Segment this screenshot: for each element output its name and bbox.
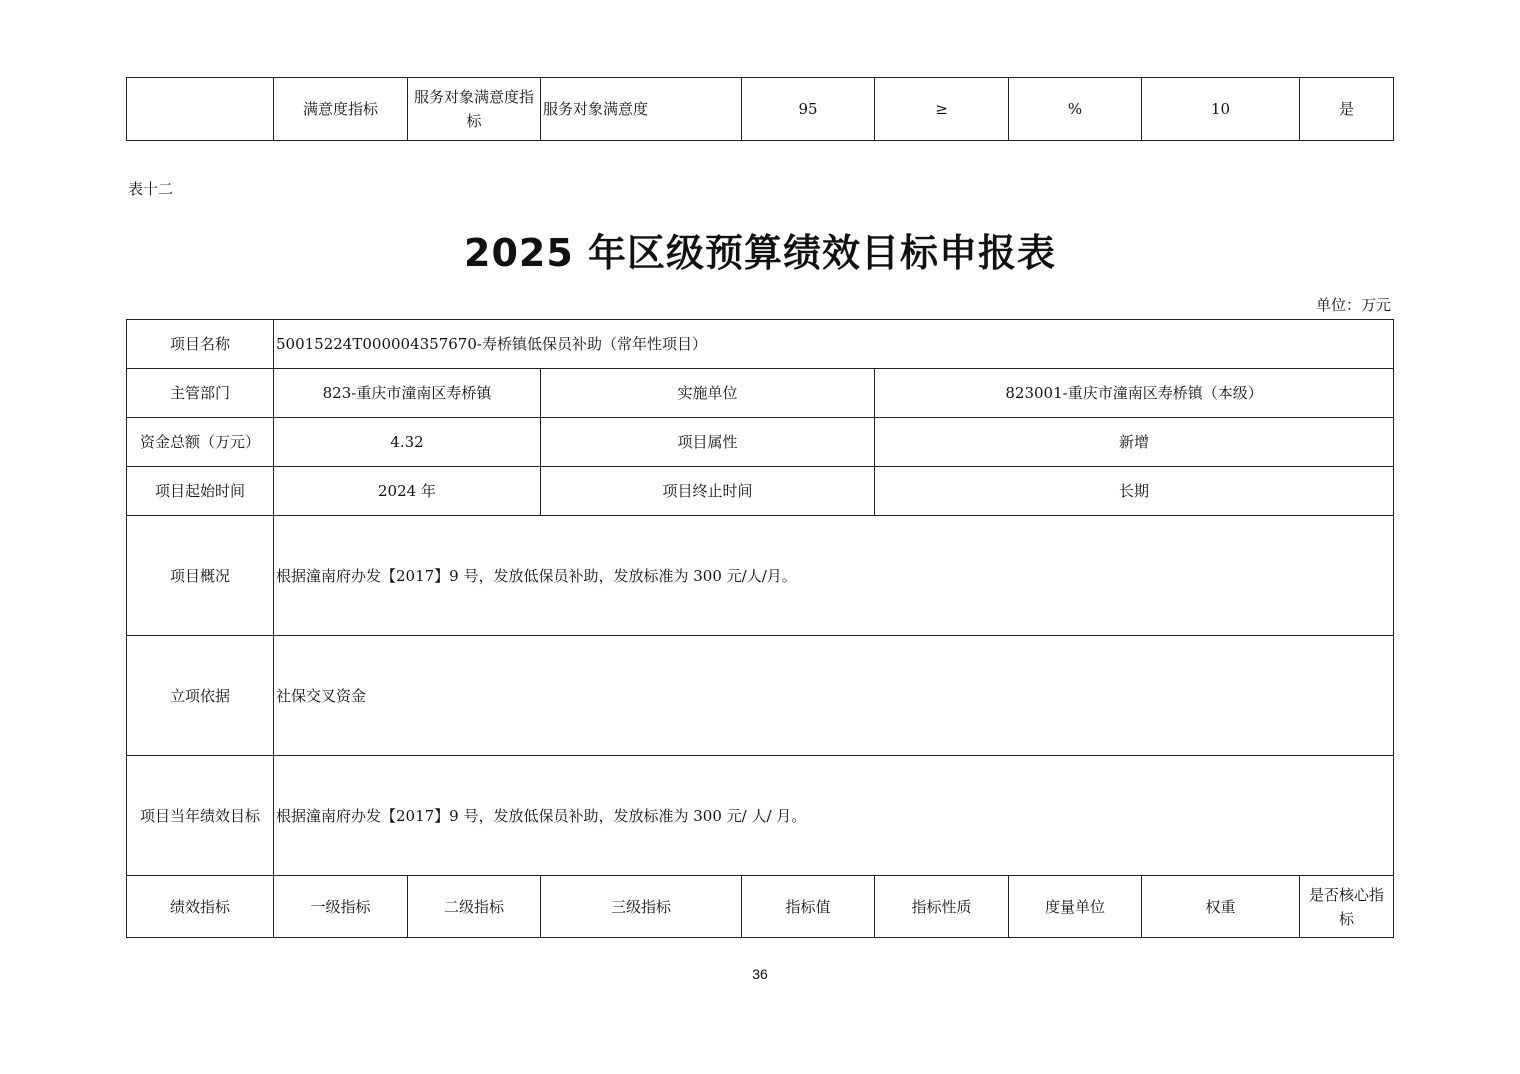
label-fund-total: 资金总额（万元） [127, 418, 274, 467]
row-goal [127, 756, 1394, 876]
header-level1: 一级指标 [274, 876, 408, 938]
row-project-name [127, 320, 1394, 369]
value-goal: 根据潼南府办发【2017】9 号，发放低保员补助，发放标准为 300 元/ 人/ 月。 [274, 756, 1394, 876]
cell-level2: 服务对象满意度指标 [408, 78, 541, 141]
value-end-time: 长期 [875, 467, 1394, 516]
value-basis: 社保交叉资金 [274, 636, 1394, 756]
value-fund-total: 4.32 [274, 418, 541, 467]
cell-empty [127, 78, 274, 141]
value-department: 823-重庆市潼南区寿桥镇 [274, 369, 541, 418]
value-start-time: 2024 年 [274, 467, 541, 516]
label-project-attribute: 项目属性 [541, 418, 875, 467]
table-caption: 表十二 [128, 180, 174, 198]
unit-label: 单位：万元 [1315, 296, 1391, 314]
label-project-name: 项目名称 [127, 320, 274, 369]
label-department: 主管部门 [127, 369, 274, 418]
application-form-table [126, 319, 1394, 938]
cell-unit: % [1009, 78, 1142, 141]
row-department [127, 369, 1394, 418]
cell-level3: 服务对象满意度 [541, 78, 742, 141]
cell-weight: 10 [1142, 78, 1300, 141]
header-level3: 三级指标 [541, 876, 742, 938]
header-value: 指标值 [742, 876, 875, 938]
top-table-fragment [126, 77, 1394, 141]
header-indicator: 绩效指标 [127, 876, 274, 938]
value-project-name: 50015224T000004357670-寿桥镇低保员补助（常年性项目） [274, 320, 1394, 369]
value-overview: 根据潼南府办发【2017】9 号，发放低保员补助，发放标准为 300 元/人/月。 [274, 516, 1394, 636]
row-fund [127, 418, 1394, 467]
cell-nature: ≥ [875, 78, 1009, 141]
cell-value: 95 [742, 78, 875, 141]
value-implementing-unit: 823001-重庆市潼南区寿桥镇（本级） [875, 369, 1394, 418]
value-project-attribute: 新增 [875, 418, 1394, 467]
label-goal: 项目当年绩效目标 [127, 756, 274, 876]
row-overview [127, 516, 1394, 636]
header-core: 是否核心指标 [1300, 876, 1394, 938]
header-nature: 指标性质 [875, 876, 1009, 938]
label-start-time: 项目起始时间 [127, 467, 274, 516]
cell-level1: 满意度指标 [274, 78, 408, 141]
row-period [127, 467, 1394, 516]
header-level2: 二级指标 [408, 876, 541, 938]
header-weight: 权重 [1142, 876, 1300, 938]
header-unit: 度量单位 [1009, 876, 1142, 938]
cell-core: 是 [1300, 78, 1394, 141]
row-indicator-header [127, 876, 1394, 938]
label-basis: 立项依据 [127, 636, 274, 756]
page-number: 36 [752, 966, 768, 982]
row-basis [127, 636, 1394, 756]
page-title: 2025 年区级预算绩效目标申报表 [464, 231, 1056, 275]
label-end-time: 项目终止时间 [541, 467, 875, 516]
label-implementing-unit: 实施单位 [541, 369, 875, 418]
satisfaction-row [127, 78, 1394, 141]
label-overview: 项目概况 [127, 516, 274, 636]
